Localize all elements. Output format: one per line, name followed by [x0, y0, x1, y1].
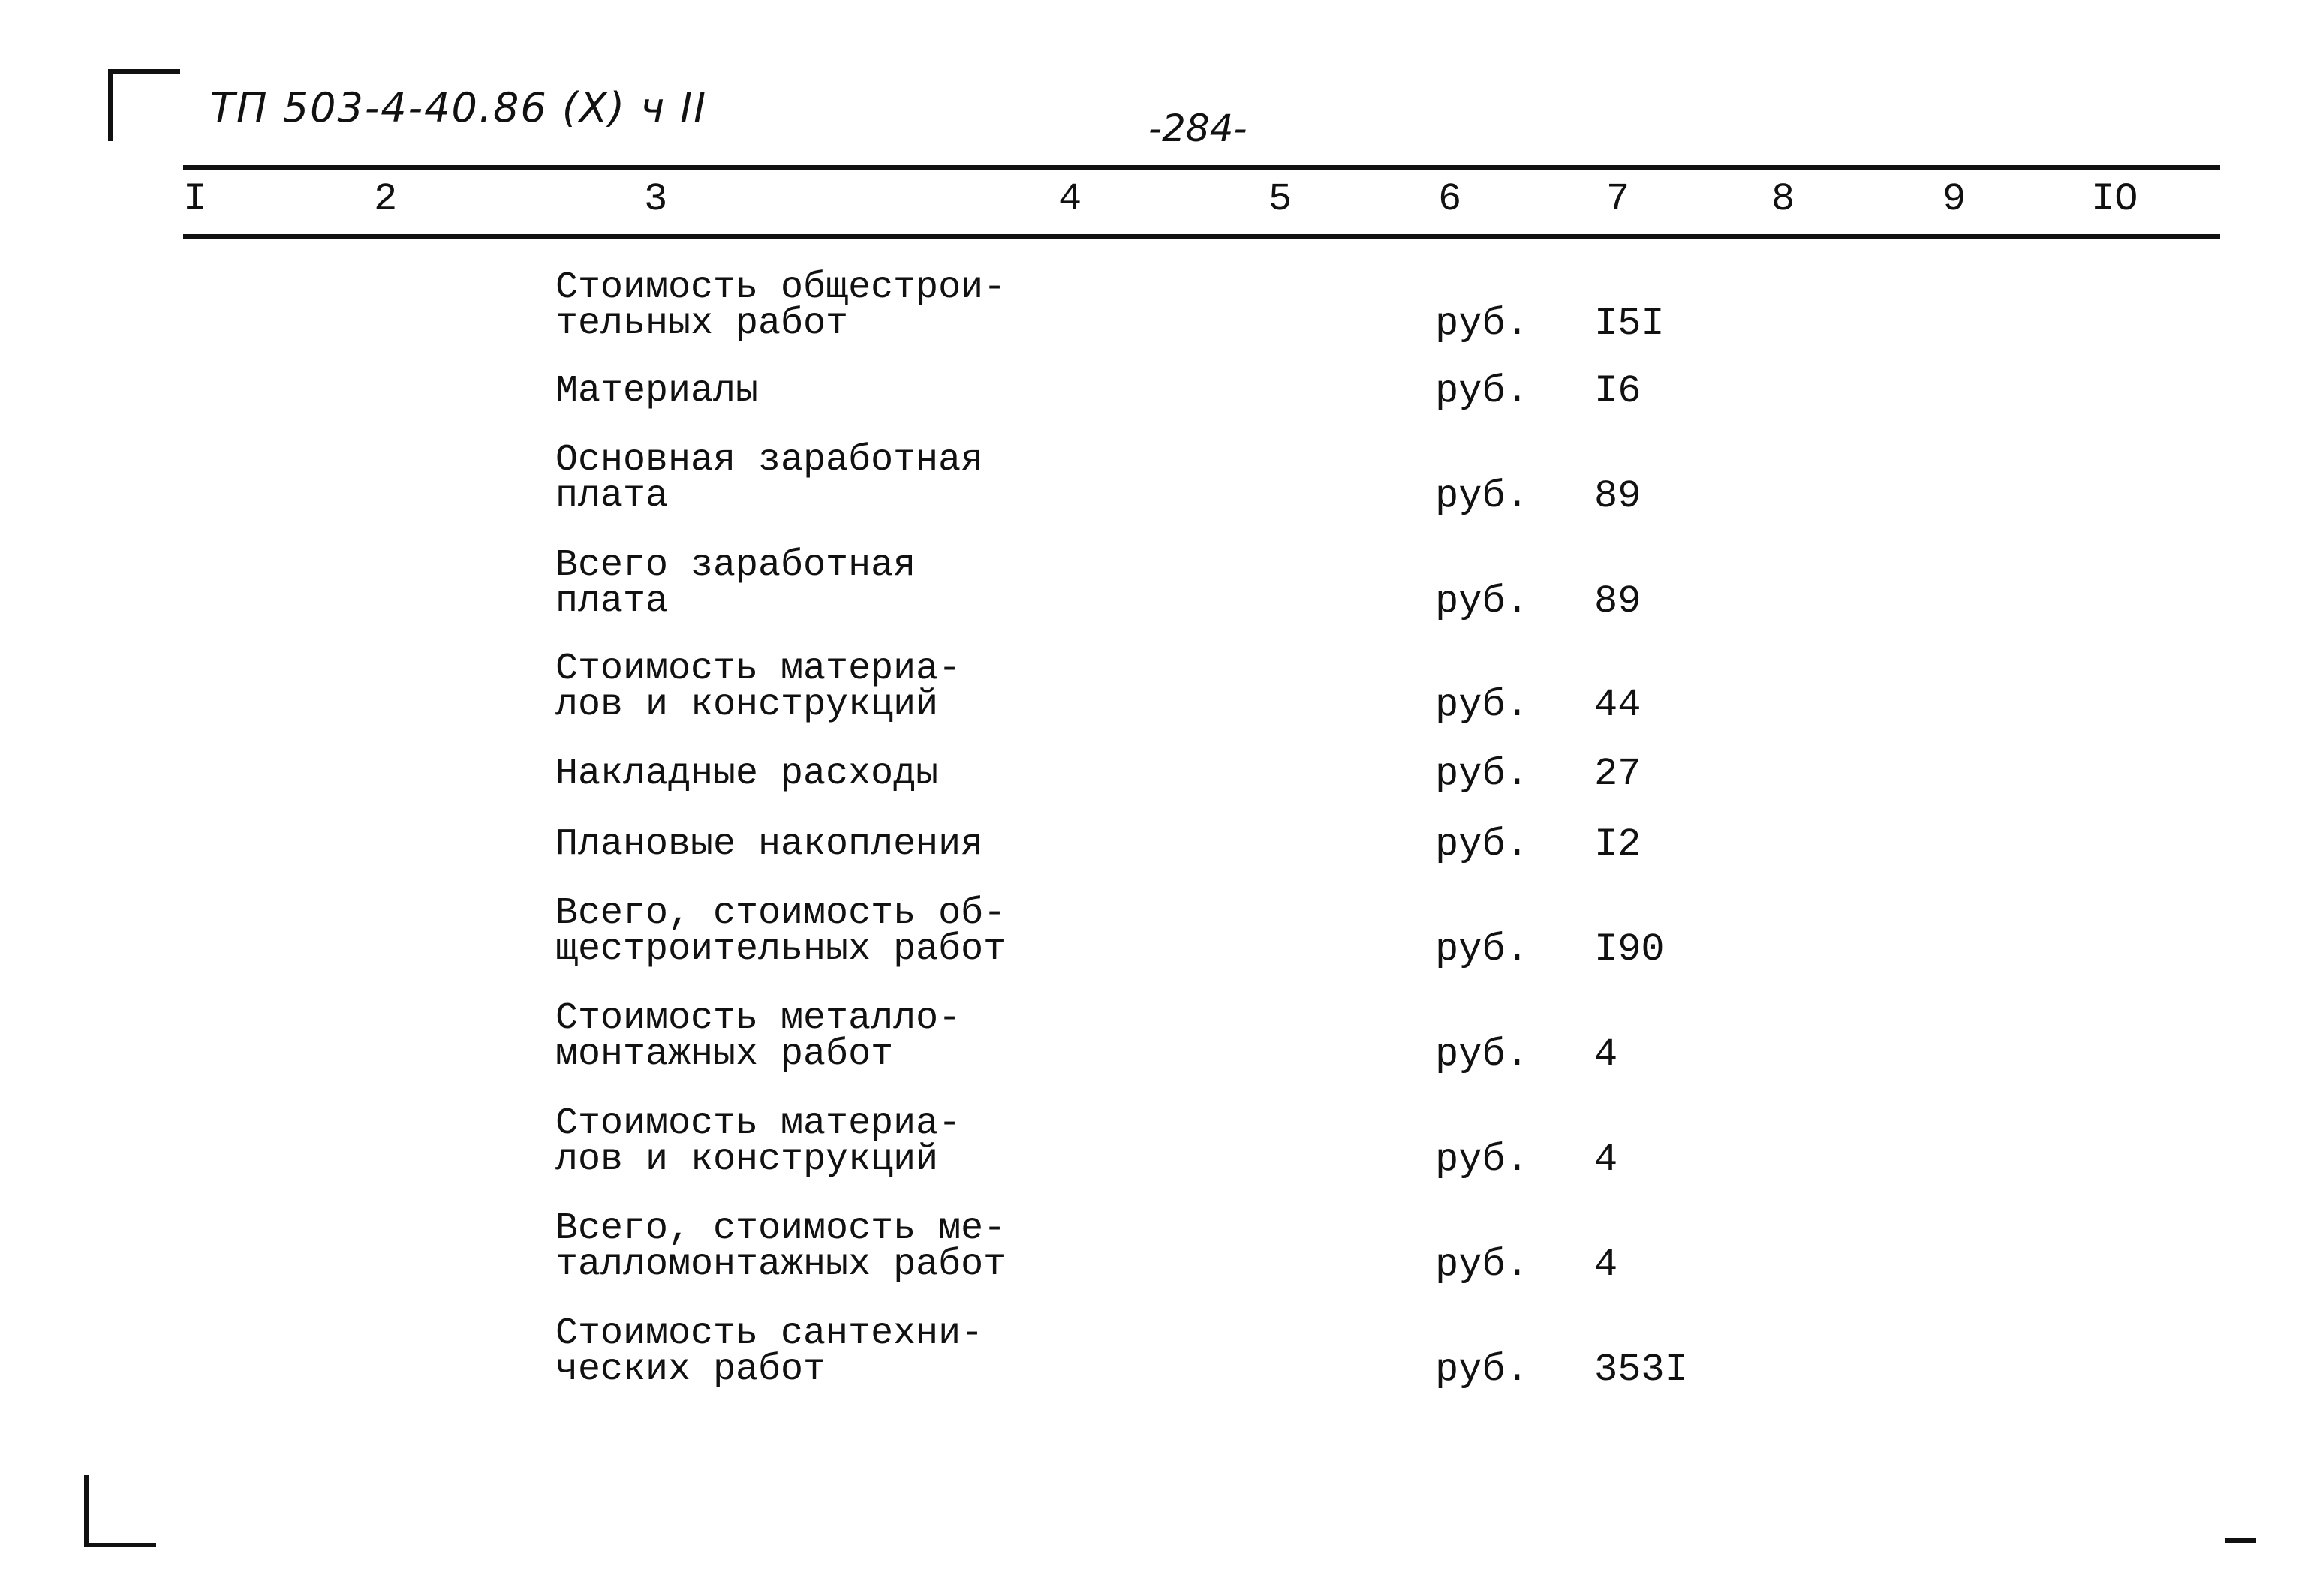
- row-value: 353I: [1594, 1348, 1688, 1392]
- row-value: 27: [1594, 752, 1641, 796]
- table-row: [0, 439, 2305, 518]
- row-value: 44: [1594, 683, 1641, 727]
- row-description: Накладные расходы: [555, 753, 939, 795]
- column-header: IO: [2091, 177, 2138, 221]
- row-description: Основная заработная плата: [555, 439, 984, 518]
- row-description: Стоимость общестрои- тельных работ: [555, 266, 1007, 345]
- row-description: Стоимость металло- монтажных работ: [555, 997, 961, 1076]
- row-description: Всего, стоимость ме- талломонтажных работ: [555, 1207, 1007, 1286]
- row-unit: руб.: [1435, 474, 1529, 518]
- table-row: [0, 997, 2305, 1077]
- table-row: [0, 544, 2305, 624]
- row-unit: руб.: [1435, 927, 1529, 972]
- column-header: 6: [1438, 177, 1462, 221]
- column-header: 7: [1606, 177, 1630, 221]
- column-header: 4: [1058, 177, 1082, 221]
- column-header: 3: [644, 177, 668, 221]
- row-unit: руб.: [1435, 683, 1529, 727]
- row-unit: руб.: [1435, 1348, 1529, 1392]
- table-row: [0, 1207, 2305, 1287]
- row-value: 89: [1594, 474, 1641, 518]
- row-unit: руб.: [1435, 302, 1529, 346]
- row-value: 4: [1594, 1243, 1618, 1287]
- row-unit: руб.: [1435, 1138, 1529, 1182]
- column-header: 2: [374, 177, 398, 221]
- row-value: I5I: [1594, 302, 1665, 346]
- row-unit: руб.: [1435, 752, 1529, 796]
- row-description: Плановые накопления: [555, 823, 984, 866]
- row-description: Материалы: [555, 370, 759, 413]
- row-unit: руб.: [1435, 369, 1529, 413]
- row-value: 4: [1594, 1032, 1618, 1077]
- row-unit: руб.: [1435, 1243, 1529, 1287]
- page-number: -284-: [1148, 107, 1247, 150]
- table-row: [0, 648, 2305, 727]
- row-description: Стоимость сантехни- ческих работ: [555, 1312, 984, 1391]
- row-value: I2: [1594, 822, 1641, 867]
- table-row: [0, 369, 2305, 413]
- row-value: I6: [1594, 369, 1641, 413]
- column-header: 8: [1771, 177, 1795, 221]
- table-row: [0, 892, 2305, 972]
- table-row: [0, 266, 2305, 346]
- document-code: ТП 503-4-40.86 (Х) ч II: [210, 84, 708, 131]
- column-header: I: [183, 177, 207, 221]
- table-row: [0, 1102, 2305, 1182]
- table-row: [0, 822, 2305, 867]
- row-unit: руб.: [1435, 1032, 1529, 1077]
- row-value: 4: [1594, 1138, 1618, 1182]
- row-unit: руб.: [1435, 579, 1529, 624]
- row-description: Стоимость материа- лов и конструкций: [555, 648, 961, 726]
- row-value: I90: [1594, 927, 1665, 972]
- table-row: [0, 752, 2305, 796]
- table-row: [0, 1312, 2305, 1392]
- row-value: 89: [1594, 579, 1641, 624]
- row-unit: руб.: [1435, 822, 1529, 867]
- row-description: Всего заработная плата: [555, 544, 916, 623]
- row-description: Всего, стоимость об- щестроительных работ: [555, 892, 1007, 971]
- row-description: Стоимость материа- лов и конструкций: [555, 1102, 961, 1181]
- column-header: 5: [1268, 177, 1292, 221]
- column-header: 9: [1942, 177, 1966, 221]
